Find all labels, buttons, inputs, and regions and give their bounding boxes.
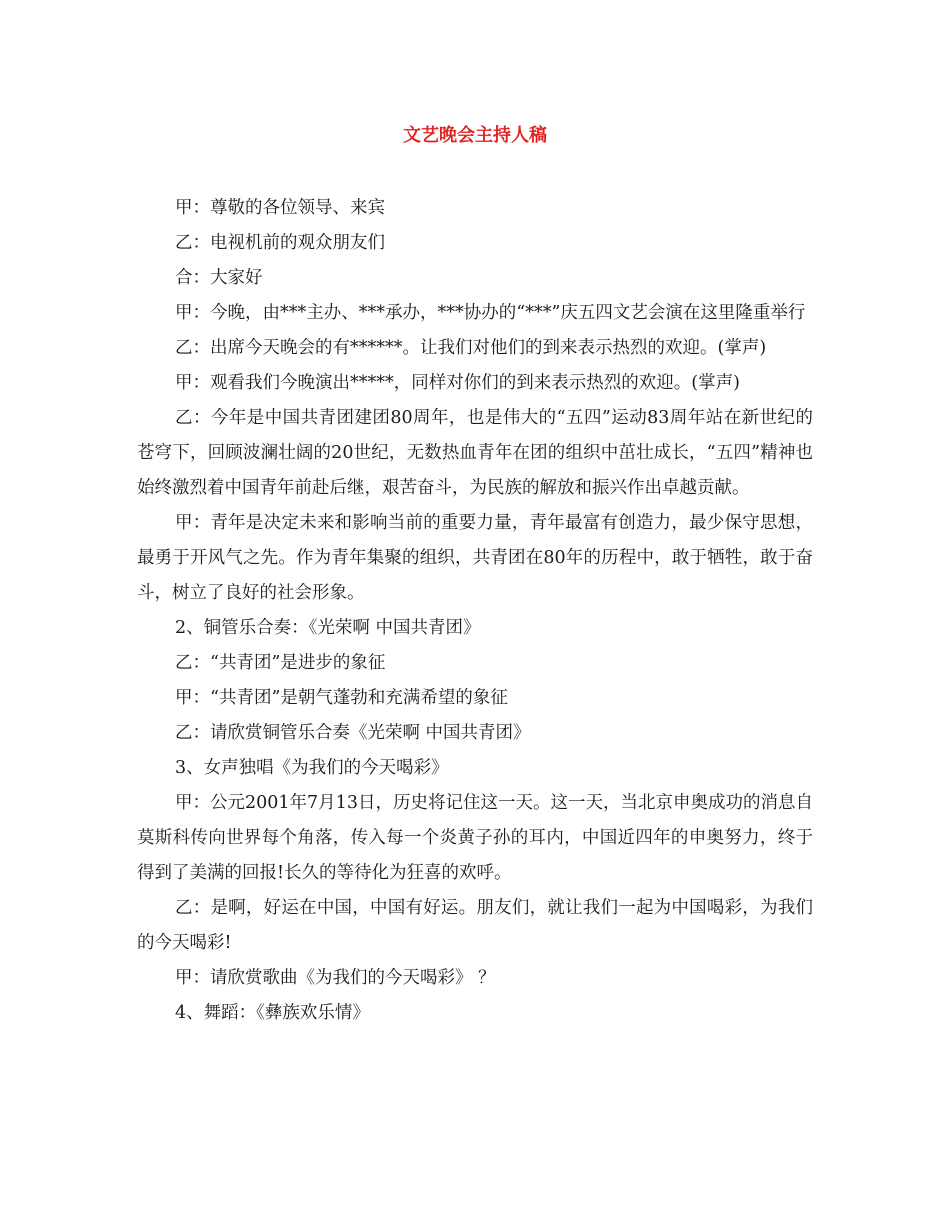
program-item-2: 2、铜管乐合奏：《光荣啊 中国共青团》 <box>175 618 481 638</box>
program-item-3: 3、女声独唱《为我们的今天喝彩》 <box>175 758 449 778</box>
document-title: 文艺晚会主持人稿 <box>403 125 547 146</box>
paragraph-7: 乙：今年是中国共青团建团80周年，也是伟大的“五四”运动83周年站在新世纪的苍穹下，回顾波澜壮阔的20世纪，无数热血青年在团的组织中茁壮成长，“五四”精神也始终激烈着中国青年前赴后继，艰苦奋斗，为民族的解放和振兴作出卓越贡献。 <box>137 408 813 498</box>
paragraph-8: 甲：青年是决定未来和影响当前的重要力量，青年最富有创造力，最少保守思想，最勇于开风气之先。作为青年集聚的组织，共青团在80年的历程中，敢于牺牲，敢于奋斗，树立了良好的社会形象。 <box>137 513 813 603</box>
paragraph-16: 甲：请欣赏歌曲《为我们的今天喝彩》 ？ <box>175 968 496 988</box>
paragraph-15: 乙：是啊，好运在中国，中国有好运。朋友们，就让我们一起为中国喝彩，为我们的今天喝彩! <box>137 898 813 953</box>
paragraph-12: 乙：请欣赏铜管乐合奏《光荣啊 中国共青团》 <box>175 723 531 743</box>
paragraph-5: 乙：出席今天晚会的有******。让我们对他们的到来表示热烈的欢迎。(掌声) <box>175 338 767 358</box>
paragraph-2: 乙：电视机前的观众朋友们 <box>175 233 385 253</box>
document-body <box>137 191 813 1031</box>
paragraph-4: 甲：今晚，由***主办、***承办，***协办的“***”庆五四文艺会演在这里隆重举行 <box>175 303 806 323</box>
paragraph-14: 甲：公元2001年7月13日，历史将记住这一天。这一天，当北京申奥成功的消息自莫斯科传向世界每个角落，传入每一个炎黄子孙的耳内，中国近四年的申奥努力，终于得到了美满的回报!长久的等待化为狂喜的欢呼。 <box>137 793 813 883</box>
program-item-4: 4、舞蹈：《彝族欢乐情》 <box>175 1003 370 1023</box>
paragraph-11: 甲：“共青团”是朝气蓬勃和充满希望的象征 <box>175 688 508 708</box>
paragraph-1: 甲：尊敬的各位领导、来宾 <box>175 198 385 218</box>
paragraph-10: 乙：“共青团”是进步的象征 <box>175 653 386 673</box>
paragraph-6: 甲：观看我们今晚演出*****，同样对你们的到来表示热烈的欢迎。(掌声) <box>175 373 740 393</box>
paragraph-3: 合：大家好 <box>175 268 263 288</box>
